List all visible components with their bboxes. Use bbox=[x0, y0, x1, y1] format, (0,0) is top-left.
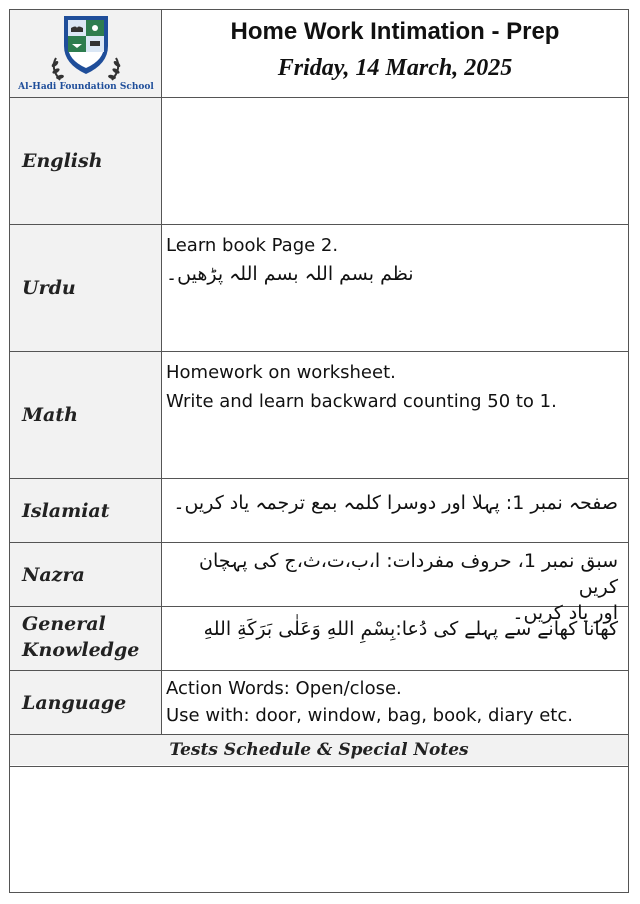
subject-row-language bbox=[10, 671, 628, 735]
subject-content-math bbox=[162, 352, 628, 478]
homework-line: Action Words: Open/close. bbox=[166, 678, 402, 699]
subject-label: Urdu bbox=[10, 225, 162, 351]
subject-content-language bbox=[162, 671, 628, 734]
subject-label: Math bbox=[10, 352, 162, 478]
subject-label: Nazra bbox=[10, 543, 162, 606]
subject-row-english bbox=[10, 98, 628, 225]
notes-text bbox=[10, 767, 628, 779]
subject-content-english bbox=[162, 98, 628, 224]
notes-heading: Tests Schedule & Special Notes bbox=[10, 735, 628, 765]
subject-row-general-knowledge bbox=[10, 607, 628, 671]
school-name: Al-Hadi Foundation School bbox=[18, 82, 154, 92]
school-logo bbox=[10, 10, 162, 97]
homework-line: Learn book Page 2. bbox=[166, 235, 339, 256]
homework-line: سبق نمبر 1، حروف مفردات: ا،ب،ت،ث،ج کی پہچان کریں bbox=[199, 550, 618, 598]
page-date: Friday, 14 March, 2025 bbox=[277, 55, 513, 81]
homework-line: Write and learn backward counting 50 to 1. bbox=[166, 391, 557, 412]
homework-sheet bbox=[9, 9, 629, 893]
subject-content-general-knowledge bbox=[162, 607, 628, 670]
homework-line: Use with: door, window, bag, book, diary etc. bbox=[166, 705, 573, 726]
notes-heading-row bbox=[10, 735, 628, 767]
subject-label: Language bbox=[10, 671, 162, 734]
header-row bbox=[10, 10, 628, 98]
subject-row-urdu bbox=[10, 225, 628, 352]
subject-label: General Knowledge bbox=[10, 607, 162, 670]
homework-line: صفحہ نمبر 1: پہلا اور دوسرا کلمہ بمع ترجمہ یاد کریں۔ bbox=[173, 492, 618, 514]
header-title-block bbox=[162, 10, 628, 97]
subject-row-nazra bbox=[10, 543, 628, 624]
subject-content-nazra bbox=[162, 543, 628, 624]
page-title: Home Work Intimation - Prep bbox=[230, 18, 560, 45]
subject-label: English bbox=[10, 98, 162, 224]
homework-line: اور یاد کریں۔ bbox=[512, 602, 618, 624]
subject-content-urdu bbox=[162, 225, 628, 351]
subject-content-islamiat bbox=[162, 479, 628, 542]
homework-line: کھانا کھانے سے پہلے کی دُعا:بِسْمِ اللهِ وَعَلٰى بَرَكَةِ اللهِ bbox=[203, 618, 618, 640]
homework-line: نظم بسم اللہ بسم اللہ پڑھیں۔ bbox=[166, 263, 414, 285]
subject-row-islamiat bbox=[10, 479, 628, 543]
notes-body bbox=[10, 767, 628, 892]
homework-line: Homework on worksheet. bbox=[166, 362, 396, 383]
subject-label: Islamiat bbox=[10, 479, 162, 542]
subject-row-math bbox=[10, 352, 628, 479]
